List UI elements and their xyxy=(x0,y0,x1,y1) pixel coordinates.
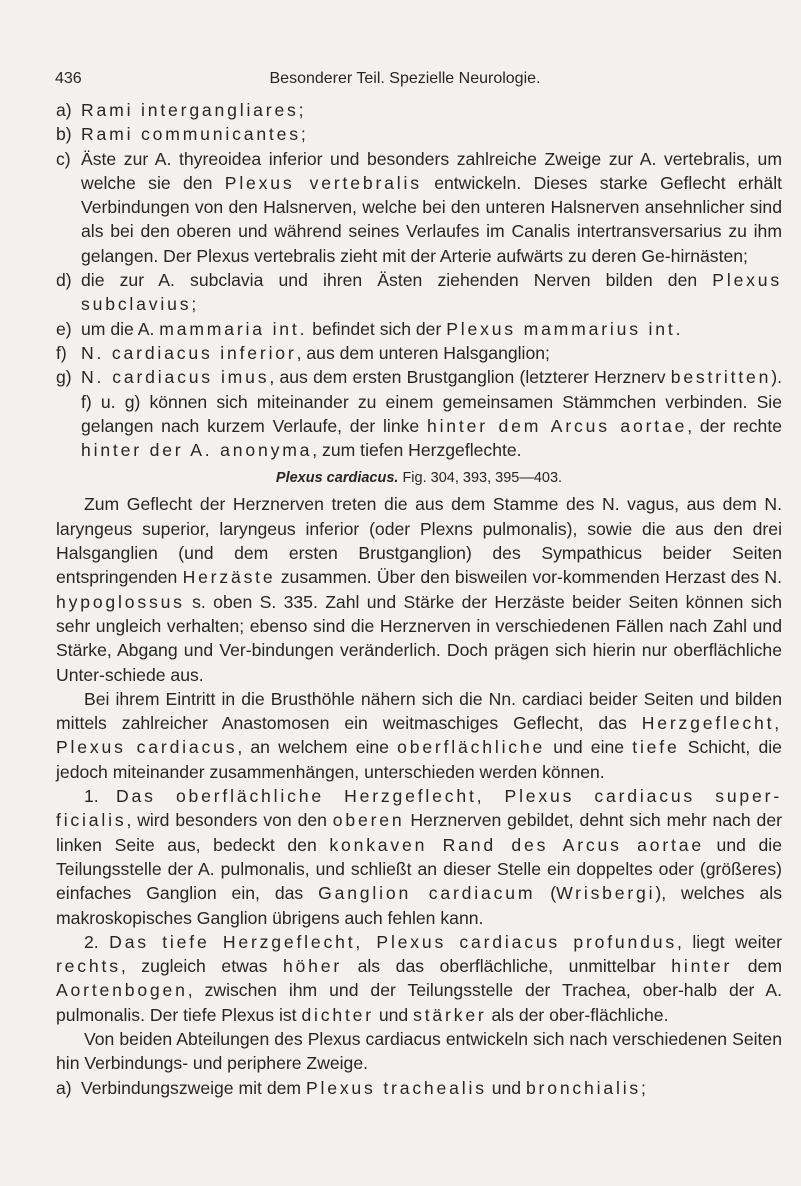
text-run: um die A. xyxy=(81,318,160,339)
list-item xyxy=(56,317,782,341)
paragraph xyxy=(56,784,782,930)
running-title: Besonderer Teil. Spezielle Neurologie. xyxy=(269,70,541,87)
spaced-term: Plexus subclavius xyxy=(81,270,782,315)
enumerated-list xyxy=(56,98,782,462)
text-run: , wird besonders von den xyxy=(126,810,333,831)
spaced-term: Aortenbogen xyxy=(56,980,188,1001)
text-run: ; xyxy=(191,294,197,315)
text-run: , zugleich etwas xyxy=(120,956,283,977)
list-item-label: e) xyxy=(56,318,72,339)
spaced-term: Herzgeflecht, Plexus cardiacus xyxy=(56,713,782,758)
text-run: Von beiden Abteilungen des Plexus cardiacus entwickeln sich nach verschiedenen Seiten hin Verbindungs- und periphere Zweige. xyxy=(56,1028,782,1074)
enumerated-list-continued xyxy=(56,1076,782,1100)
spaced-term: oberen xyxy=(332,810,405,831)
text-run: als das oberflächliche, unmittelbar xyxy=(342,956,672,977)
text-run: , der rechte xyxy=(687,415,782,436)
list-item-text xyxy=(81,365,782,462)
paragraph xyxy=(56,1027,782,1076)
text-run: , an welchem eine xyxy=(237,737,398,758)
spaced-term: Rami intergangliares xyxy=(81,100,299,120)
text-run: ; xyxy=(300,124,306,145)
list-item xyxy=(56,341,782,365)
text-run: , zum tiefen Herzgeflechte. xyxy=(312,440,522,461)
list-item-text xyxy=(81,1076,782,1100)
text-run: 2. xyxy=(84,931,110,952)
text-run: Zum Geflecht der Herznerven treten die aus dem Stamme des N. vagus, aus dem N. laryngeus superior, laryngeus inferior (oder Plexns pulmonalis), sowie die aus den drei Halsganglien (und dem ersten Brustganglion) des Sympathicus beider Seiten entspringenden xyxy=(56,494,782,588)
spaced-term: Ganglion cardiacum xyxy=(318,883,536,904)
spaced-term: Das tiefe Herzgeflecht, Plexus cardiacus profundus xyxy=(109,931,677,952)
list-item-label: a) xyxy=(56,1077,72,1098)
text-run: ), welches als makroskopisches Ganglion übrigens auch fehlen kann. xyxy=(56,883,783,928)
list-item-text xyxy=(81,317,782,341)
spaced-term: Plexus trachealis xyxy=(305,1077,487,1098)
list-item xyxy=(56,365,782,462)
text-run: und die Teilungsstelle der A. pulmonalis, und schließt an dieser Stelle ein doppeltes oder (größeres) einfaches Ganglion ein, das xyxy=(56,834,782,904)
list-item xyxy=(56,98,782,122)
list-item xyxy=(56,268,782,317)
paragraphs xyxy=(56,492,782,1075)
text-run: befindet sich der xyxy=(307,318,447,339)
spaced-term: Plexus mammarius int. xyxy=(446,318,684,339)
list-item xyxy=(56,147,782,268)
text-run: ). f) u. g) können sich miteinander zu einem gemeinsamen Stämmchen verbinden. Sie gelangen nach kurzem Verlaufe, der linke xyxy=(81,367,782,436)
text-run: ; xyxy=(641,1077,646,1098)
paragraph xyxy=(56,687,782,784)
paragraph xyxy=(56,930,782,1027)
spaced-term: Plexus vertebralis xyxy=(224,172,422,193)
spaced-term: stärker xyxy=(413,1004,487,1025)
spaced-term: hypoglossus xyxy=(56,591,185,612)
spaced-term: N. cardiacus imus xyxy=(81,367,270,388)
running-header xyxy=(55,70,755,92)
section-title: Plexus cardiacus. xyxy=(275,470,399,487)
text-run: dem xyxy=(732,956,782,977)
spaced-term: Wrisbergi xyxy=(556,883,656,904)
text-run: , liegt weiter xyxy=(676,931,783,952)
text-run: als der ober-flächliche. xyxy=(486,1004,669,1025)
section-heading xyxy=(56,464,782,492)
text-run: die zur A. subclavia und ihren Ästen ziehenden Nerven bilden den xyxy=(81,270,713,291)
text-run: Schicht, die jedoch miteinander zusammenhängen, unterschieden werden können. xyxy=(56,737,782,782)
text-body xyxy=(56,98,782,1100)
list-item-text xyxy=(81,341,782,365)
text-run: , aus dem unteren Halsganglion; xyxy=(296,342,550,363)
list-item-label: g) xyxy=(56,367,72,388)
list-item-label: f) xyxy=(56,342,67,363)
text-run: Herznerven gebildet, dehnt sich mehr nach der linken Seite aus, bedeckt den xyxy=(56,810,782,855)
spaced-term: tiefe xyxy=(632,737,680,758)
list-item-text xyxy=(81,122,782,146)
text-run: entwickeln. Dieses starke Geflecht erhält Verbindungen von den Halsnerven, welche bei den unteren Halsnerven ansehnlicher sind als bei den oberen und während seines Verlaufes im Canalis intertransversarius zu ihm gelangen. Der Plexus vertebralis zieht mit der Arterie aufwärts zu deren Ge-hirnästen; xyxy=(81,172,782,266)
text-run: und xyxy=(486,1077,526,1098)
text-run: zusammen. Über den bisweilen vor-kommenden Herzast des N. xyxy=(275,567,782,588)
text-run: Verbindungszweige mit dem xyxy=(81,1077,306,1098)
spaced-term: bronchialis xyxy=(525,1077,642,1098)
paragraph xyxy=(56,492,782,686)
text-run: und xyxy=(373,1004,414,1025)
text-run: , aus dem ersten Brustganglion (letzterer Herznerv xyxy=(269,367,671,388)
text-run: und eine xyxy=(545,737,633,758)
list-item xyxy=(56,122,782,146)
text-run: Äste zur A. thyreoidea inferior und besonders zahlreiche Zweige zur A. vertebralis, um welche sie den xyxy=(81,148,782,193)
spaced-term: oberflächliche xyxy=(397,737,546,758)
spaced-term: Herzäste xyxy=(182,567,276,588)
list-item-text xyxy=(81,98,782,122)
text-run: Bei ihrem Eintritt in die Brusthöhle nähern sich die Nn. cardiaci beider Seiten und bilden mittels zahlreicher Anastomosen ein weitmaschiges Geflecht, das xyxy=(56,688,782,734)
list-item-label: a) xyxy=(56,100,72,120)
list-item-text xyxy=(81,268,782,317)
page-number: 436 xyxy=(55,70,82,87)
list-item-label: c) xyxy=(56,148,71,169)
text-run: s. oben S. 335. Zahl und Stärke der Herzäste beider Seiten können sich sehr ungleich verhalten; ebenso sind die Herznerven in verschiedenen Fällen nach Zahl und Stärke, Abgang und Ver-bindungen veränderlich. Doch prägen sich hierin nur oberflächliche Unter-schiede aus. xyxy=(56,591,782,685)
spaced-term: mammaria int. xyxy=(159,318,308,339)
figure-references: Fig. 304, 393, 395—403. xyxy=(402,470,563,487)
spaced-term: hinter dem Arcus aortae xyxy=(426,415,688,436)
spaced-term: hinter der A. anonyma xyxy=(81,440,313,461)
text-run: 1. xyxy=(84,786,117,807)
list-item xyxy=(56,1076,782,1100)
list-item-text xyxy=(81,147,782,268)
spaced-term: hinter xyxy=(671,956,733,977)
spaced-term: rechts xyxy=(56,956,121,977)
list-item-label: b) xyxy=(56,124,72,145)
text-run: ; xyxy=(298,100,304,120)
spaced-term: dichter xyxy=(301,1004,374,1025)
spaced-term: Das oberflächliche Herzgeflecht, Plexus cardiacus super-ficialis xyxy=(56,786,782,831)
text-run: , zwischen ihm und der Teilungsstelle der Trachea, ober-halb der A. pulmonalis. Der tiefe Plexus ist xyxy=(56,980,782,1025)
spaced-term: konkaven Rand des Arcus aortae xyxy=(329,834,704,855)
spaced-term: höher xyxy=(282,956,343,977)
spaced-term: Rami communicantes xyxy=(81,124,301,145)
list-item-label: d) xyxy=(56,270,72,291)
spaced-term: bestritten xyxy=(670,367,772,388)
text-run: ( xyxy=(535,883,557,904)
spaced-term: N. cardiacus inferior xyxy=(81,342,297,363)
